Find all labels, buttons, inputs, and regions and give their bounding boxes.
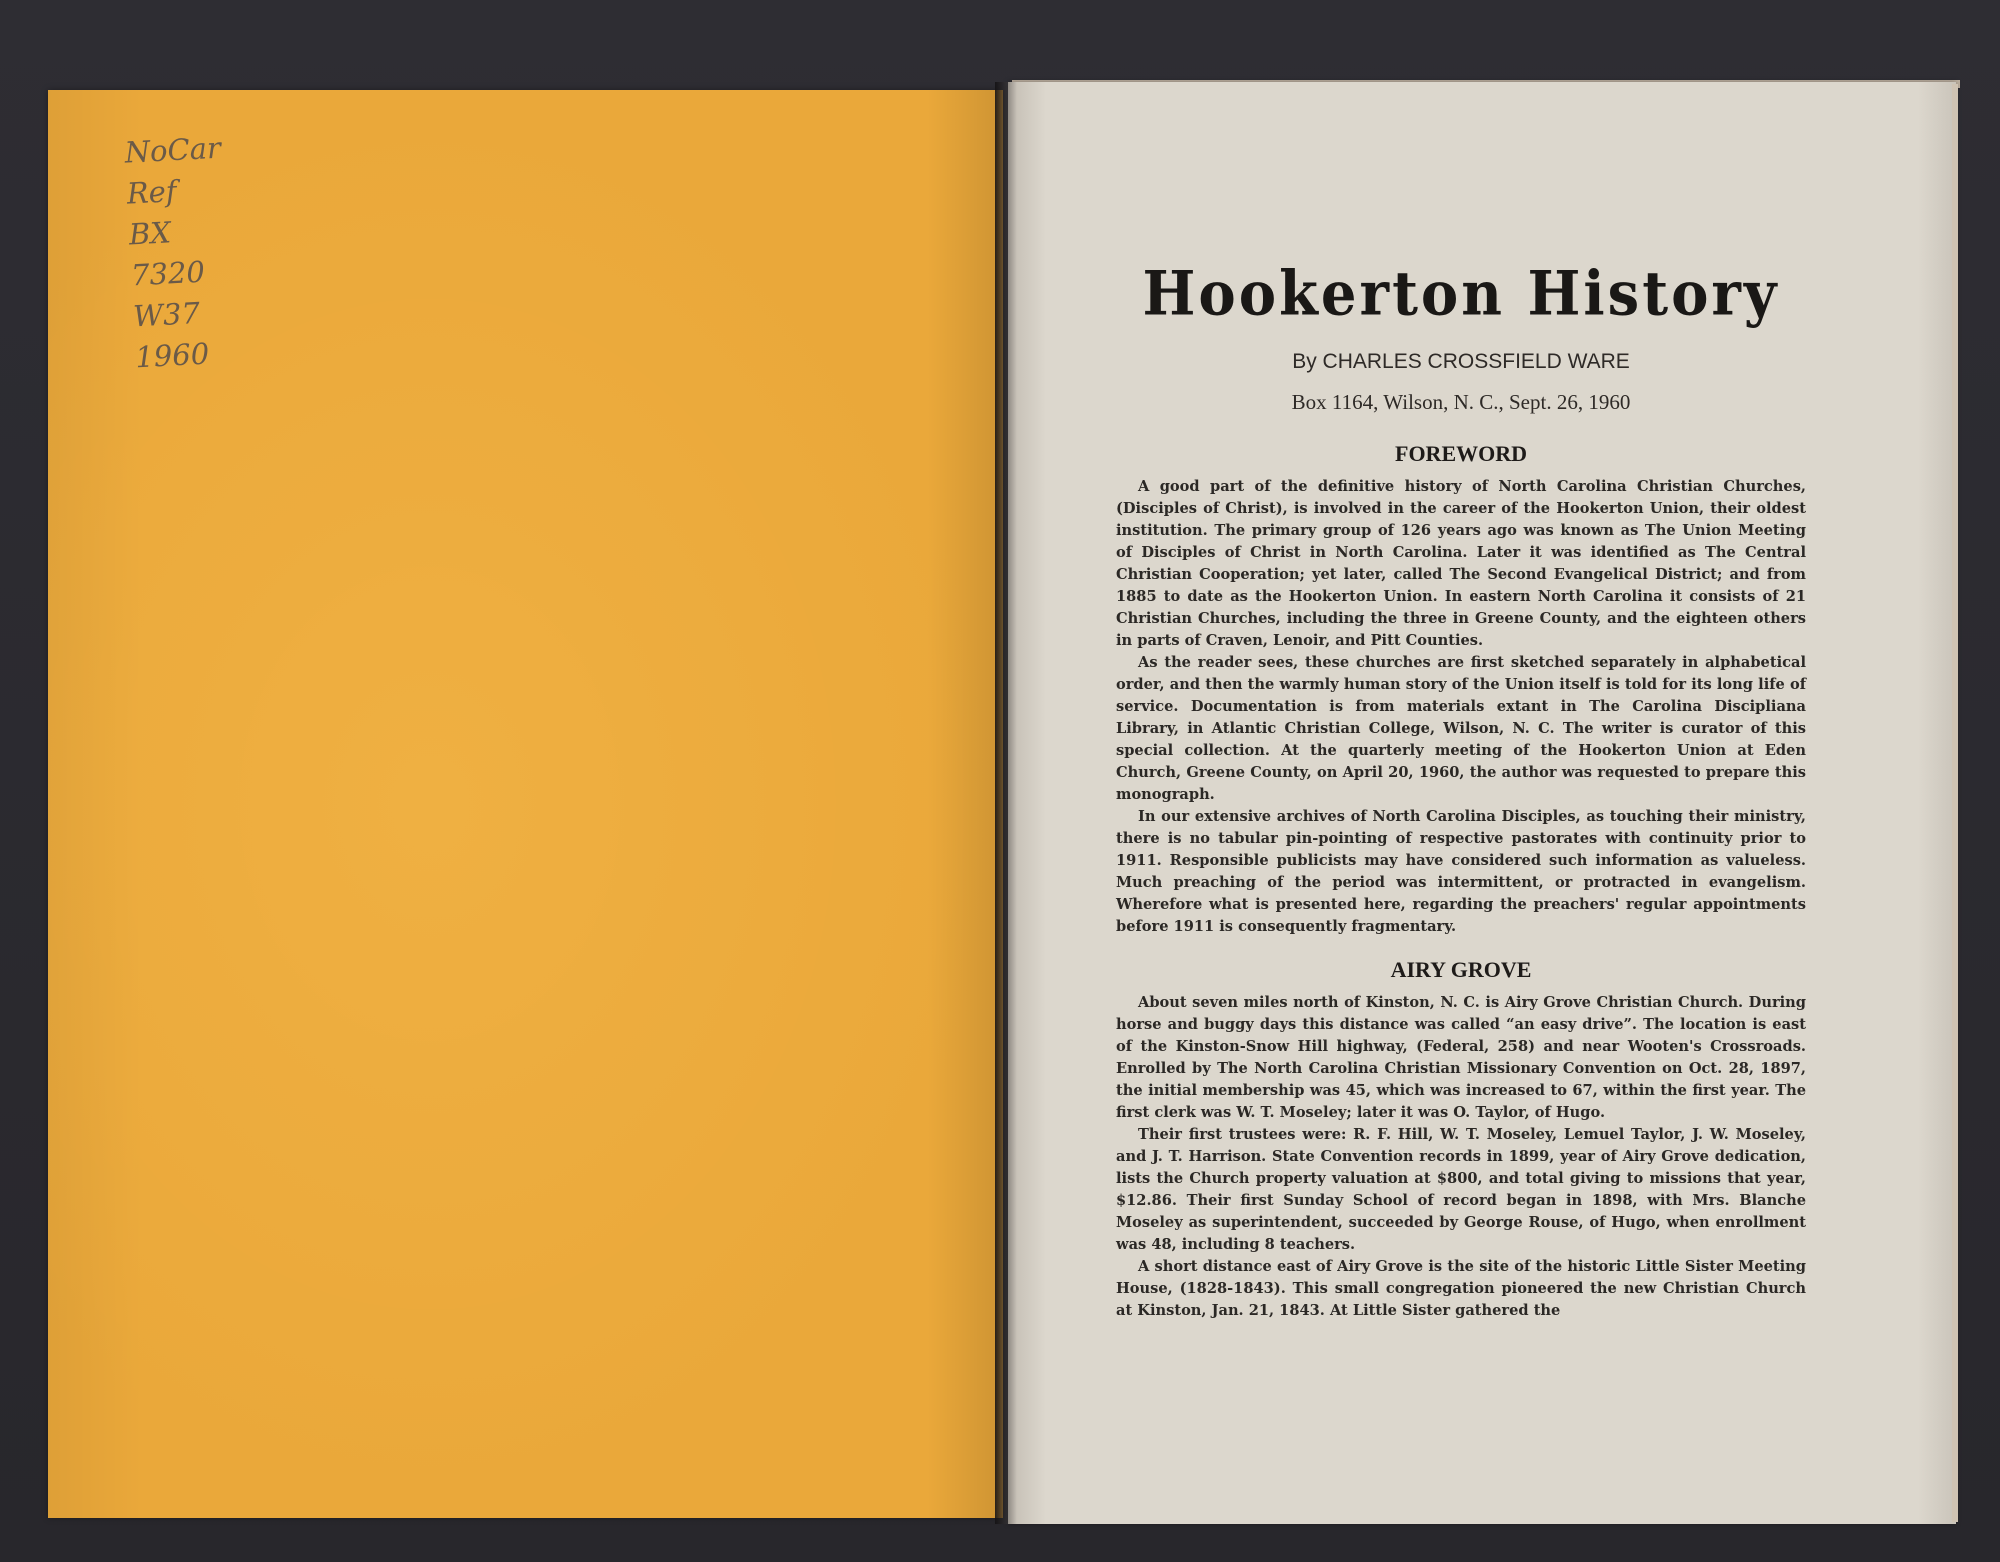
handwritten-call-number	[124, 128, 233, 379]
call-number-line: 7320	[130, 254, 206, 293]
paragraph: Their first trustees were: R. F. Hill, W. T. Moseley, Lemuel Taylor, J. W. Moseley, and J. T. Harrison. State Convention records in 1899, year of Airy Grove dedication, lists the Church property valuation at $800, and total giving to missions that year, $12.86. Their first Sunday School of record began in 1898, with Mrs. Blanche Moseley as superintendent, succeeded by George Rouse, of Hugo, when enrollment was 48, including 8 teachers.	[1116, 1126, 1806, 1253]
article-address-date: Box 1164, Wilson, N. C., Sept. 26, 1960	[1291, 390, 1631, 414]
call-number-line: Ref	[125, 174, 178, 211]
paragraph: As the reader sees, these churches are first sketched separately in alphabetical order, and then the warmly human story of the Union itself is told for its long life of service. Documentation is from materials extant in The Carolina Discipliana Library, in Atlantic Christian College, Wilson, N. C. The writer is curator of this special collection. At the quarterly meeting of the Hookerton Union at Eden Church, Greene County, on April 20, 1960, the author was requested to prepare this monograph.	[1116, 654, 1806, 803]
call-number-line: BX	[128, 215, 172, 252]
paragraph: A good part of the definitive history of North Carolina Christian Churches, (Disciples of Christ), is involved in the career of the Hookerton Union, their oldest institution. The primary group of 126 years ago was known as The Union Meeting of Disciples of Christ in North Carolina. Later it was identified as The Central Christian Cooperation; yet later, called The Second Evangelical District; and from 1885 to date as the Hookerton Union. In eastern North Carolina it consists of 21 Christian Churches, including the three in Greene County, and the eighteen others in parts of Craven, Lenoir, and Pitt Counties.	[1116, 478, 1806, 649]
article-byline: By CHARLES CROSSFIELD WARE	[1292, 350, 1630, 373]
paragraph: In our extensive archives of North Carolina Disciples, as touching their ministry, there is no tabular pin-pointing of respective pastorates with continuity prior to 1911. Responsible publicists may have considered such information as valueless. Much preaching of the period was intermittent, or protracted in evangelism. Wherefore what is presented here, regarding the preachers' regular appointments before 1911 is consequently fragmentary.	[1116, 808, 1806, 935]
paragraph: About seven miles north of Kinston, N. C. is Airy Grove Christian Church. During horse and buggy days this distance was called “an easy drive”. The location is east of the Kinston-Snow Hill highway, (Federal, 258) and near Wooten's Crossroads. Enrolled by The North Carolina Christian Missionary Convention on Oct. 28, 1897, the initial membership was 45, which was increased to 67, within the first year. The first clerk was W. T. Moseley; later it was O. Taylor, of Hugo.	[1116, 994, 1806, 1121]
book-gutter-shadow	[995, 82, 1017, 1524]
article-title: Hookerton History	[1142, 258, 1780, 330]
call-number-line: W37	[132, 295, 201, 334]
article	[1116, 240, 1806, 1322]
section-heading-foreword: FOREWORD	[1395, 441, 1527, 466]
section-heading-airy-grove: AIRY GROVE	[1390, 957, 1532, 982]
call-number-line: 1960	[134, 336, 211, 375]
paragraph: A short distance east of Airy Grove is the site of the historic Little Sister Meeting House, (1828-1843). This small congregation pioneered the new Christian Church at Kinston, Jan. 21, 1843. At Little Sister gathered the	[1116, 1258, 1806, 1319]
call-number-line: NoCar	[123, 130, 222, 170]
page-stack-right-edge	[1952, 84, 1958, 1522]
